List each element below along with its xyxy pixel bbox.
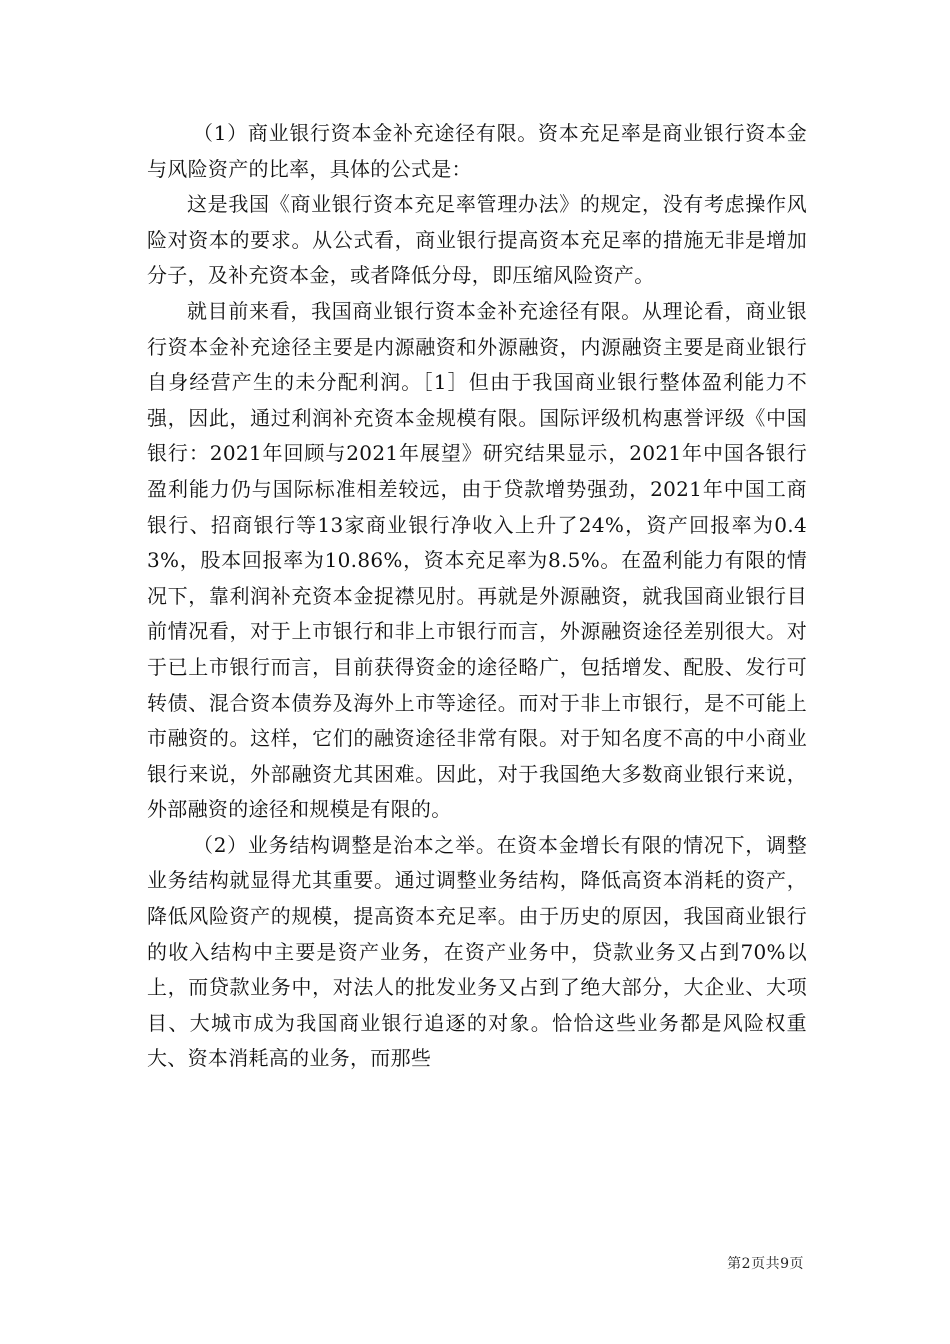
paragraph-business-structure: （2）业务结构调整是治本之举。在资本金增长有限的情况下，调整业务结构就显得尤其重要。通过调整业务结构，降低高资本消耗的资产，降低风险资产的规模，提高资本充足率。由于历史的原因，我国商业银行的收入结构中主要是资产业务，在资产业务中，贷款业务又占到70%以上，而贷款业务中，对法人的批发业务又占到了绝大部分，大企业、大项目、大城市成为我国商业银行追逐的对象。恰恰这些业务都是风险权重大、资本消耗高的业务，而那些 <box>147 832 807 1071</box>
page-number: 第2页共9页 <box>727 1256 804 1272</box>
body-text <box>147 116 807 1077</box>
paragraph-regulation-note: 这是我国《商业银行资本充足率管理办法》的规定，没有考虑操作风险对资本的要求。从公式看，商业银行提高资本充足率的措施无非是增加分子，及补充资本金，或者降低分母，即压缩风险资产。 <box>147 192 807 288</box>
paragraph-financing-channels: 就目前来看，我国商业银行资本金补充途径有限。从理论看，商业银行资本金补充途径主要是内源融资和外源融资，内源融资主要是商业银行自身经营产生的未分配利润。［1］但由于我国商业银行整体盈利能力不强，因此，通过利润补充资本金规模有限。国际评级机构惠誉评级《中国银行：2021年回顾与2021年展望》研究结果显示，2021年中国各银行盈利能力仍与国际标准相差较远，由于贷款增势强劲，2021年中国工商银行、招商银行等13家商业银行净收入上升了24%，资产回报率为0.43%，股本回报率为10.86%，资本充足率为8.5%。在盈利能力有限的情况下，靠利润补充资本金捉襟见肘。再就是外源融资，就我国商业银行目前情况看，对于上市银行和非上市银行而言，外源融资途径差别很大。对于已上市银行而言，目前获得资金的途径略广，包括增发、配股、发行可转债、混合资本债券及海外上市等途径。而对于非上市银行，是不可能上市融资的。这样，它们的融资途径非常有限。对于知名度不高的中小商业银行来说，外部融资尤其困难。因此，对于我国绝大多数商业银行来说，外部融资的途径和规模是有限的。 <box>147 298 807 822</box>
paragraph-capital-replenishment: （1）商业银行资本金补充途径有限。资本充足率是商业银行资本金与风险资产的比率，具体的公式是： <box>147 121 807 181</box>
